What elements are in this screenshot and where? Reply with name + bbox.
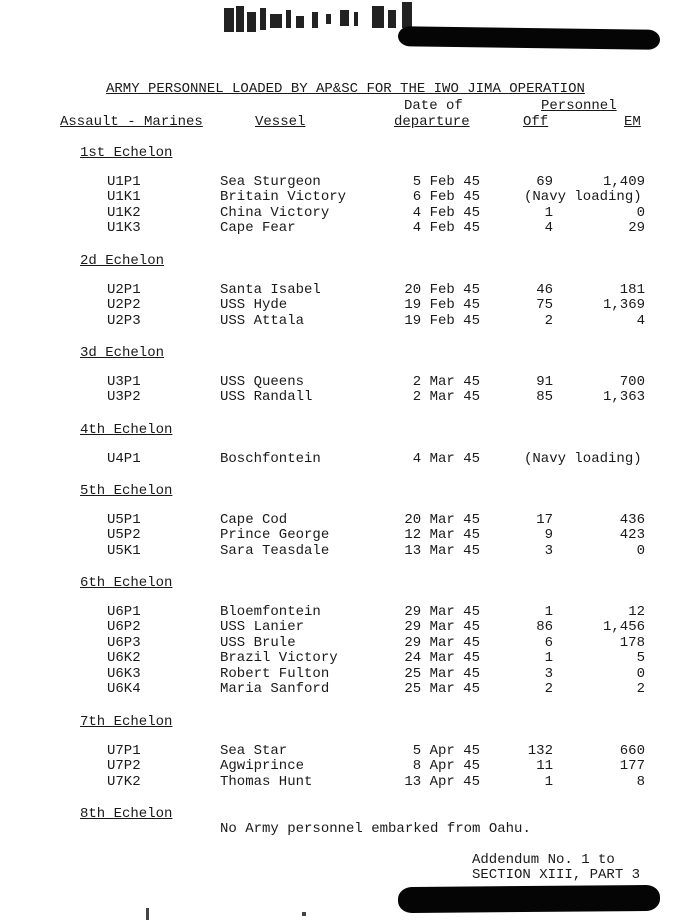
vessel-name: USS Hyde: [220, 297, 288, 313]
officers-count: 6: [544, 635, 553, 651]
vessel-name: Sea Star: [220, 743, 288, 759]
echelon-heading: 7th Echelon: [80, 714, 173, 730]
header-assault-marines: Assault - Marines: [60, 114, 203, 130]
loading-note: (Navy loading): [524, 189, 642, 205]
officers-count: 2: [544, 681, 553, 697]
officers-count: 85: [536, 389, 553, 405]
departure-date: 13 Apr 45: [404, 774, 480, 790]
vessel-name: Robert Fulton: [220, 666, 330, 682]
vessel-name: Cape Cod: [220, 512, 288, 528]
vessel-name: USS Attala: [220, 313, 305, 329]
departure-date: 6 Feb 45: [412, 189, 480, 205]
redaction-mark-bottom: [398, 885, 660, 913]
enlisted-count: 0: [636, 543, 645, 559]
vessel-name: USS Brule: [220, 635, 296, 651]
departure-date: 25 Mar 45: [404, 681, 480, 697]
officers-count: 86: [536, 619, 553, 635]
departure-date: 2 Mar 45: [412, 374, 480, 390]
vessel-name: USS Lanier: [220, 619, 305, 635]
officers-count: 132: [527, 743, 553, 759]
enlisted-count: 436: [619, 512, 645, 528]
departure-date: 4 Feb 45: [412, 220, 480, 236]
enlisted-count: 1,456: [602, 619, 645, 635]
ship-code: U7K2: [107, 774, 141, 790]
departure-date: 24 Mar 45: [404, 650, 480, 666]
scan-speck: [146, 908, 149, 920]
document-title: ARMY PERSONNEL LOADED BY AP&SC FOR THE IWO JIMA OPERATION: [106, 81, 585, 97]
ship-code: U7P1: [107, 743, 141, 759]
departure-date: 4 Mar 45: [412, 451, 480, 467]
vessel-name: Santa Isabel: [220, 282, 321, 298]
enlisted-count: 181: [619, 282, 645, 298]
vessel-name: Sea Sturgeon: [220, 174, 321, 190]
ship-code: U7P2: [107, 758, 141, 774]
departure-date: 5 Feb 45: [412, 174, 480, 190]
enlisted-count: 1,363: [602, 389, 645, 405]
officers-count: 11: [536, 758, 553, 774]
vessel-name: China Victory: [220, 205, 330, 221]
header-date-of: Date of: [404, 98, 463, 114]
ship-code: U6P3: [107, 635, 141, 651]
vessel-name: Britain Victory: [220, 189, 347, 205]
enlisted-count: 178: [619, 635, 645, 651]
departure-date: 5 Apr 45: [412, 743, 480, 759]
echelon-heading: 6th Echelon: [80, 575, 173, 591]
addendum-line-1: Addendum No. 1 to: [472, 852, 615, 868]
officers-count: 91: [536, 374, 553, 390]
redaction-mark-top: [398, 26, 660, 50]
enlisted-count: 8: [636, 774, 645, 790]
departure-date: 29 Mar 45: [404, 635, 480, 651]
departure-date: 29 Mar 45: [404, 604, 480, 620]
loading-note: (Navy loading): [524, 451, 642, 467]
enlisted-count: 12: [628, 604, 645, 620]
departure-date: 19 Feb 45: [404, 313, 480, 329]
ship-code: U1K3: [107, 220, 141, 236]
echelon-heading: 5th Echelon: [80, 483, 173, 499]
departure-date: 25 Mar 45: [404, 666, 480, 682]
officers-count: 1: [544, 774, 553, 790]
ship-code: U3P1: [107, 374, 141, 390]
departure-date: 4 Feb 45: [412, 205, 480, 221]
ship-code: U2P3: [107, 313, 141, 329]
officers-count: 46: [536, 282, 553, 298]
vessel-name: Bloemfontein: [220, 604, 321, 620]
officers-count: 1: [544, 604, 553, 620]
ship-code: U6P1: [107, 604, 141, 620]
departure-date: 29 Mar 45: [404, 619, 480, 635]
enlisted-count: 1,409: [602, 174, 645, 190]
officers-count: 1: [544, 205, 553, 221]
officers-count: 9: [544, 527, 553, 543]
ship-code: U5P1: [107, 512, 141, 528]
officers-count: 1: [544, 650, 553, 666]
header-vessel: Vessel: [255, 114, 306, 130]
echelon-heading: 8th Echelon: [80, 806, 173, 822]
ship-code: U1K1: [107, 189, 141, 205]
officers-count: 3: [544, 543, 553, 559]
header-off: Off: [523, 114, 549, 130]
enlisted-count: 177: [619, 758, 645, 774]
departure-date: 19 Feb 45: [404, 297, 480, 313]
ship-code: U1K2: [107, 205, 141, 221]
ship-code: U2P2: [107, 297, 141, 313]
ship-code: U5K1: [107, 543, 141, 559]
vessel-name: Boschfontein: [220, 451, 321, 467]
officers-count: 4: [544, 220, 553, 236]
ship-code: U6K2: [107, 650, 141, 666]
ship-code: U6P2: [107, 619, 141, 635]
ship-code: U4P1: [107, 451, 141, 467]
vessel-name: Sara Teasdale: [220, 543, 330, 559]
vessel-name: USS Randall: [220, 389, 313, 405]
ship-code: U2P1: [107, 282, 141, 298]
enlisted-count: 2: [636, 681, 645, 697]
officers-count: 75: [536, 297, 553, 313]
departure-date: 20 Mar 45: [404, 512, 480, 528]
enlisted-count: 1,369: [602, 297, 645, 313]
echelon-heading: 4th Echelon: [80, 422, 173, 438]
departure-date: 2 Mar 45: [412, 389, 480, 405]
enlisted-count: 4: [636, 313, 645, 329]
header-personnel: Personnel: [541, 98, 617, 114]
vessel-name: Thomas Hunt: [220, 774, 313, 790]
enlisted-count: 700: [619, 374, 645, 390]
echelon-heading: 2d Echelon: [80, 253, 165, 269]
echelon-remark: No Army personnel embarked from Oahu.: [220, 821, 531, 837]
echelon-heading: 1st Echelon: [80, 145, 173, 161]
enlisted-count: 0: [636, 205, 645, 221]
departure-date: 12 Mar 45: [404, 527, 480, 543]
ship-code: U1P1: [107, 174, 141, 190]
vessel-name: Prince George: [220, 527, 330, 543]
officers-count: 17: [536, 512, 553, 528]
addendum-line-2: SECTION XIII, PART 3: [472, 867, 641, 883]
vessel-name: Brazil Victory: [220, 650, 338, 666]
departure-date: 20 Feb 45: [404, 282, 480, 298]
enlisted-count: 0: [636, 666, 645, 682]
vessel-name: Cape Fear: [220, 220, 296, 236]
officers-count: 2: [544, 313, 553, 329]
ship-code: U6K3: [107, 666, 141, 682]
enlisted-count: 660: [619, 743, 645, 759]
ship-code: U6K4: [107, 681, 141, 697]
officers-count: 69: [536, 174, 553, 190]
header-em: EM: [624, 114, 641, 130]
enlisted-count: 29: [628, 220, 645, 236]
departure-date: 8 Apr 45: [412, 758, 480, 774]
echelon-heading: 3d Echelon: [80, 345, 165, 361]
vessel-name: USS Queens: [220, 374, 305, 390]
departure-date: 13 Mar 45: [404, 543, 480, 559]
vessel-name: Agwiprince: [220, 758, 305, 774]
officers-count: 3: [544, 666, 553, 682]
enlisted-count: 5: [636, 650, 645, 666]
scan-speck: [302, 912, 306, 916]
vessel-name: Maria Sanford: [220, 681, 330, 697]
enlisted-count: 423: [619, 527, 645, 543]
ship-code: U5P2: [107, 527, 141, 543]
header-departure: departure: [394, 114, 470, 130]
ship-code: U3P2: [107, 389, 141, 405]
